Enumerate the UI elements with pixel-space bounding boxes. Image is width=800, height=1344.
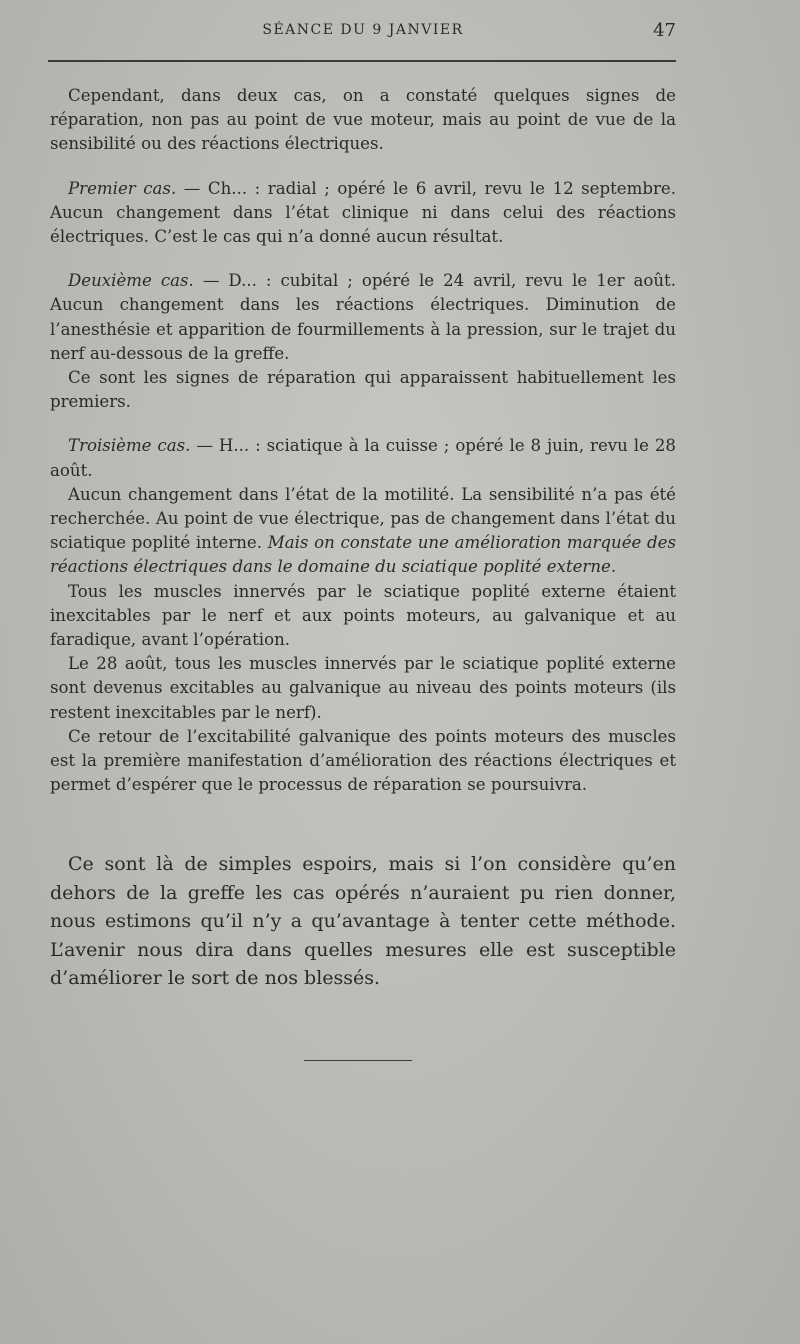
paragraph-case-3-intro	[50, 434, 676, 482]
paragraph-case-3-after: Le 28 août, tous les muscles innervés par le sciatique poplité externe sont devenus excitables au galvanique au niveau des points moteurs (ils restent inexcitables par le nerf).	[50, 654, 676, 722]
paragraph-conclusion: Ce sont là de simples espoirs, mais si l’on considère qu’en dehors de la greffe les cas opérés n’auraient pu rien donner, nous estimons qu’il n’y a qu’avantage à tenter cette méthode. L’avenir nous dira dans quelles mesures elle est susceptible d’améliorer le sort de nos blessés.	[50, 853, 676, 989]
header-rule	[48, 60, 676, 62]
running-title: SÉANCE DU 9 JANVIER	[262, 22, 464, 38]
body-text	[50, 84, 676, 797]
case-1-text: — Ch... : radial ; opéré le 6 avril, revu le 12 septembre. Aucun changement dans l’état clinique ni dans celui des réactions électriques. C’est le cas qui n’a donné aucun résultat.	[50, 178, 676, 247]
paragraph-case-2-note: Ce sont les signes de réparation qui apparaissent habituellement les premiers.	[50, 368, 676, 412]
paragraph-case-1	[50, 177, 676, 250]
closing-rule	[304, 1060, 412, 1061]
page-number: 47	[653, 20, 676, 41]
case-2-text: — D... : cubital ; opéré le 24 avril, revu le 1er août. Aucun changement dans les réactions électriques. Diminution de l’anesthésie et apparition de fourmillements à la pression, sur le trajet du nerf au-dessous de la greffe.	[50, 271, 676, 363]
running-header	[50, 20, 676, 46]
paragraph-case-3-before: Tous les muscles innervés par le sciatique poplité externe étaient inexcitables par le nerf et aux points moteurs, au galvanique et au faradique, avant l’opération.	[50, 581, 676, 650]
case-3-intro: — H... : sciatique à la cuisse ; opéré le 8 juin, revu le 28 août.	[50, 436, 676, 480]
conclusion-block	[50, 850, 676, 993]
case-1-label: Premier cas.	[68, 178, 177, 198]
paragraph-case-3-interpretation: Ce retour de l’excitabilité galvanique des points moteurs des muscles est la première manifestation d’amélioration des réactions électriques et permet d’espérer que le processus de réparation se poursuivra.	[50, 726, 676, 795]
paragraph-intro: Cependant, dans deux cas, on a constaté quelques signes de réparation, non pas au point de vue moteur, mais au point de vue de la sensibilité ou des réactions électriques.	[50, 86, 676, 154]
case-3-label: Troisième cas.	[68, 436, 191, 456]
case-3-findings-emphasis: Mais on constate une amélioration marquée des réactions électriques dans le domaine du sciatique poplité externe.	[50, 533, 676, 577]
case-3-findings-text: Aucun changement dans l’état de la motilité. La sensibilité n’a pas été recherchée. Au point de vue électrique, pas de changement dans l’état du sciatique poplité interne.	[50, 484, 676, 553]
paragraph-case-2	[50, 269, 676, 366]
paragraph-case-3-findings	[50, 483, 676, 580]
case-2-label: Deuxième cas.	[68, 271, 194, 291]
